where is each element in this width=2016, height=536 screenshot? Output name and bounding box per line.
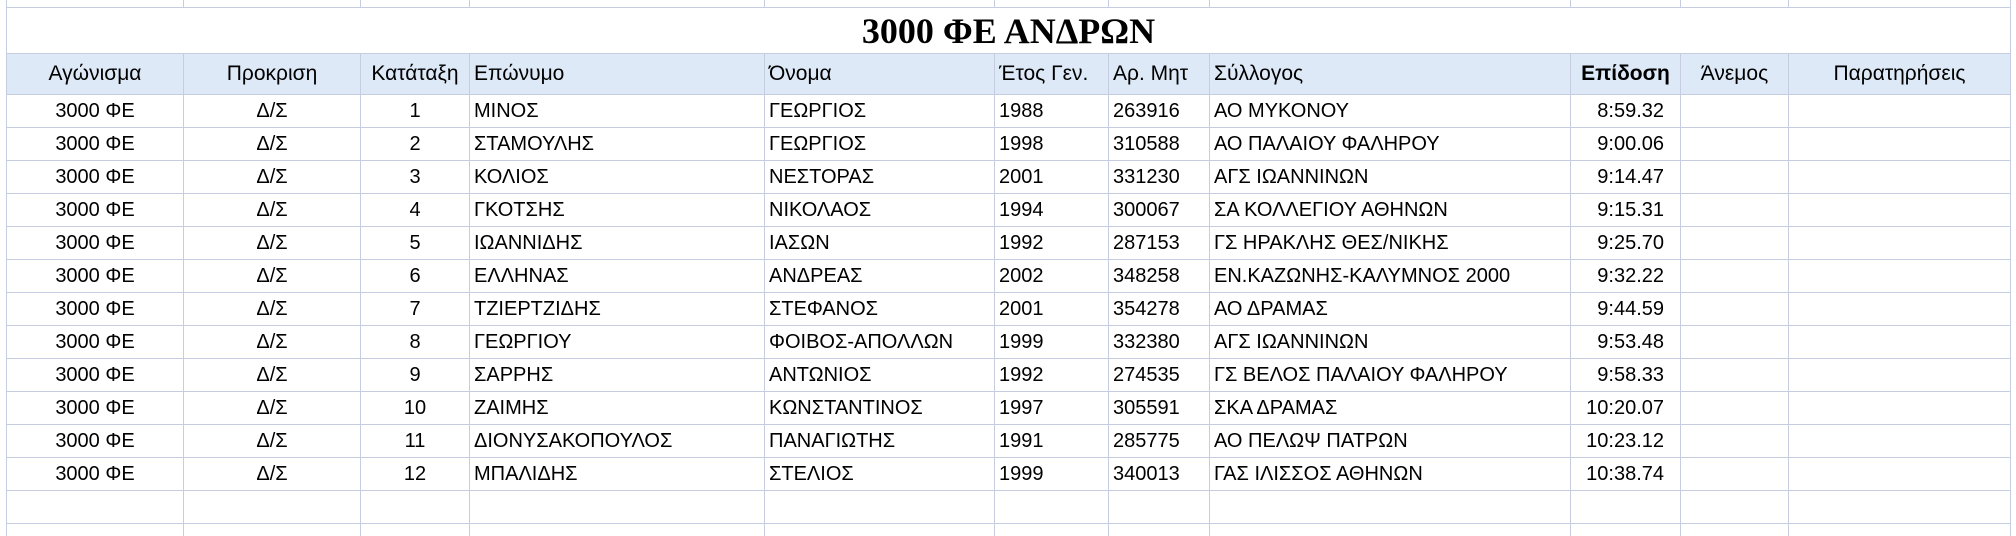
cell-event[interactable]: 3000 ΦΕ: [7, 194, 184, 227]
header-cell-surname[interactable]: Επώνυμο: [470, 54, 765, 95]
cell-surname[interactable]: ΕΛΛΗΝΑΣ: [470, 260, 765, 293]
table-row: [7, 326, 2011, 359]
results-table: [6, 0, 2011, 536]
title-row: [7, 8, 2011, 54]
empty-cell[interactable]: [361, 491, 470, 524]
cell-remarks[interactable]: [1789, 161, 2011, 194]
cell-remarks[interactable]: [1789, 326, 2011, 359]
cell-birth-year[interactable]: 1999: [995, 458, 1109, 491]
cell-club[interactable]: ΑΟ ΠΕΛΩΨ ΠΑΤΡΩΝ: [1210, 425, 1571, 458]
empty-cell[interactable]: [470, 491, 765, 524]
cell-rank[interactable]: 11: [361, 425, 470, 458]
cell-performance[interactable]: 9:58.33: [1571, 359, 1681, 392]
cell-rank[interactable]: 12: [361, 458, 470, 491]
cell-registry-number[interactable]: 348258: [1109, 260, 1210, 293]
cell-wind[interactable]: [1681, 425, 1789, 458]
cell-remarks[interactable]: [1789, 359, 2011, 392]
empty-cell[interactable]: [1789, 524, 2011, 536]
cell-rank[interactable]: 2: [361, 128, 470, 161]
cell-surname[interactable]: ΖΑΙΜΗΣ: [470, 392, 765, 425]
header-cell-birth-year[interactable]: Έτος Γεν.: [995, 54, 1109, 95]
header-cell-registry-number[interactable]: Αρ. Μητ: [1109, 54, 1210, 95]
cell-birth-year[interactable]: 1988: [995, 95, 1109, 128]
cell-first-name[interactable]: ΑΝΤΩΝΙΟΣ: [765, 359, 995, 392]
cell-wind[interactable]: [1681, 359, 1789, 392]
cell-registry-number[interactable]: 354278: [1109, 293, 1210, 326]
cell-qualification[interactable]: Δ/Σ: [184, 425, 361, 458]
cell-event[interactable]: 3000 ΦΕ: [7, 359, 184, 392]
cell-qualification[interactable]: Δ/Σ: [184, 293, 361, 326]
cell-performance[interactable]: 9:15.31: [1571, 194, 1681, 227]
cell-qualification[interactable]: Δ/Σ: [184, 326, 361, 359]
table-row: [7, 227, 2011, 260]
cell-event[interactable]: 3000 ΦΕ: [7, 161, 184, 194]
cell-club[interactable]: ΑΓΣ ΙΩΑΝΝΙΝΩΝ: [1210, 161, 1571, 194]
cell-event[interactable]: 3000 ΦΕ: [7, 425, 184, 458]
cell-club[interactable]: ΣΚΑ ΔΡΑΜΑΣ: [1210, 392, 1571, 425]
cell-event[interactable]: 3000 ΦΕ: [7, 293, 184, 326]
cell-wind[interactable]: [1681, 293, 1789, 326]
cell-performance[interactable]: 9:44.59: [1571, 293, 1681, 326]
cell-performance[interactable]: 9:00.06: [1571, 128, 1681, 161]
cell-wind[interactable]: [1681, 161, 1789, 194]
cell-club[interactable]: ΑΓΣ ΙΩΑΝΝΙΝΩΝ: [1210, 326, 1571, 359]
cell-wind[interactable]: [1681, 260, 1789, 293]
cell-surname[interactable]: ΙΩΑΝΝΙΔΗΣ: [470, 227, 765, 260]
cell-club[interactable]: ΑΟ ΜΥΚΟΝΟΥ: [1210, 95, 1571, 128]
empty-cell[interactable]: [1210, 524, 1571, 536]
top-strip-row: [7, 0, 2011, 8]
header-cell-remarks[interactable]: Παρατηρήσεις: [1789, 54, 2011, 95]
cell-wind[interactable]: [1681, 392, 1789, 425]
header-cell-wind[interactable]: Άνεμος: [1681, 54, 1789, 95]
cell-club[interactable]: ΓΣ ΒΕΛΟΣ ΠΑΛΑΙΟΥ ΦΑΛΗΡΟΥ: [1210, 359, 1571, 392]
cell-registry-number[interactable]: 300067: [1109, 194, 1210, 227]
cell-first-name[interactable]: ΝΙΚΟΛΑΟΣ: [765, 194, 995, 227]
cell-qualification[interactable]: Δ/Σ: [184, 128, 361, 161]
cell-wind[interactable]: [1681, 194, 1789, 227]
cell-event[interactable]: 3000 ΦΕ: [7, 260, 184, 293]
cell-registry-number[interactable]: 285775: [1109, 425, 1210, 458]
empty-cell[interactable]: [995, 491, 1109, 524]
cell-birth-year[interactable]: 1997: [995, 392, 1109, 425]
cell-surname[interactable]: ΣΑΡΡΗΣ: [470, 359, 765, 392]
cell-club[interactable]: ΕΝ.ΚΑΖΩΝΗΣ-ΚΑΛΥΜΝΟΣ 2000: [1210, 260, 1571, 293]
cell-performance[interactable]: 9:14.47: [1571, 161, 1681, 194]
cell-surname[interactable]: ΜΠΑΛΙΔΗΣ: [470, 458, 765, 491]
cell-club[interactable]: ΑΟ ΔΡΑΜΑΣ: [1210, 293, 1571, 326]
cell-event[interactable]: 3000 ΦΕ: [7, 392, 184, 425]
empty-row: [7, 491, 2011, 524]
empty-cell[interactable]: [470, 524, 765, 536]
cell-performance[interactable]: 9:53.48: [1571, 326, 1681, 359]
cell-rank[interactable]: 1: [361, 95, 470, 128]
cell-rank[interactable]: 10: [361, 392, 470, 425]
cell-event[interactable]: 3000 ΦΕ: [7, 95, 184, 128]
cell-qualification[interactable]: Δ/Σ: [184, 194, 361, 227]
cell-wind[interactable]: [1681, 95, 1789, 128]
table-row: [7, 293, 2011, 326]
cell-birth-year[interactable]: 1992: [995, 359, 1109, 392]
cell-remarks[interactable]: [1789, 458, 2011, 491]
empty-cell[interactable]: [1210, 491, 1571, 524]
cell-qualification[interactable]: Δ/Σ: [184, 458, 361, 491]
cell-wind[interactable]: [1681, 227, 1789, 260]
cell-birth-year[interactable]: 2001: [995, 293, 1109, 326]
cell-performance[interactable]: 9:32.22: [1571, 260, 1681, 293]
cell-event[interactable]: 3000 ΦΕ: [7, 326, 184, 359]
cell-birth-year[interactable]: 2001: [995, 161, 1109, 194]
cell-surname[interactable]: ΔΙΟΝΥΣΑΚΟΠΟΥΛΟΣ: [470, 425, 765, 458]
bottom-row: [7, 524, 2011, 536]
cell-registry-number[interactable]: 310588: [1109, 128, 1210, 161]
cell-qualification[interactable]: Δ/Σ: [184, 359, 361, 392]
cell-rank[interactable]: 7: [361, 293, 470, 326]
cell-surname[interactable]: ΓΚΟΤΣΗΣ: [470, 194, 765, 227]
table-row: [7, 194, 2011, 227]
cell-registry-number[interactable]: 305591: [1109, 392, 1210, 425]
cell-first-name[interactable]: ΚΩΝΣΤΑΝΤΙΝΟΣ: [765, 392, 995, 425]
cell-surname[interactable]: ΣΤΑΜΟΥΛΗΣ: [470, 128, 765, 161]
table-row: [7, 392, 2011, 425]
cell-club[interactable]: ΣΑ ΚΟΛΛΕΓΙΟΥ ΑΘΗΝΩΝ: [1210, 194, 1571, 227]
table-row: [7, 95, 2011, 128]
header-row: [7, 54, 2011, 95]
cell-qualification[interactable]: Δ/Σ: [184, 260, 361, 293]
empty-cell[interactable]: [7, 491, 184, 524]
cell-first-name[interactable]: ΑΝΔΡΕΑΣ: [765, 260, 995, 293]
header-cell-event[interactable]: Αγώνισμα: [7, 54, 184, 95]
cell-remarks[interactable]: [1789, 392, 2011, 425]
header-cell-first-name[interactable]: Όνομα: [765, 54, 995, 95]
cell-rank[interactable]: 3: [361, 161, 470, 194]
cell-registry-number[interactable]: 332380: [1109, 326, 1210, 359]
cell-remarks[interactable]: [1789, 227, 2011, 260]
cell-first-name[interactable]: ΦΟΙΒΟΣ-ΑΠΟΛΛΩΝ: [765, 326, 995, 359]
header-cell-rank[interactable]: Κατάταξη: [361, 54, 470, 95]
cell-wind[interactable]: [1681, 326, 1789, 359]
table-row: [7, 128, 2011, 161]
cell-birth-year[interactable]: 1994: [995, 194, 1109, 227]
cell-remarks[interactable]: [1789, 128, 2011, 161]
cell-performance[interactable]: 10:23.12: [1571, 425, 1681, 458]
empty-cell[interactable]: [184, 524, 361, 536]
cell-remarks[interactable]: [1789, 425, 2011, 458]
table-row: [7, 425, 2011, 458]
empty-cell[interactable]: [361, 524, 470, 536]
empty-cell[interactable]: [1571, 491, 1681, 524]
cell-first-name[interactable]: ΝΕΣΤΟΡΑΣ: [765, 161, 995, 194]
empty-cell[interactable]: [995, 524, 1109, 536]
cell-registry-number[interactable]: 287153: [1109, 227, 1210, 260]
empty-cell[interactable]: [1681, 524, 1789, 536]
cell-event[interactable]: 3000 ΦΕ: [7, 128, 184, 161]
empty-cell[interactable]: [765, 524, 995, 536]
empty-cell[interactable]: [184, 491, 361, 524]
sheet-title[interactable]: 3000 ΦΕ ΑΝΔΡΩΝ: [7, 8, 2011, 54]
cell-rank[interactable]: 5: [361, 227, 470, 260]
cell-first-name[interactable]: ΠΑΝΑΓΙΩΤΗΣ: [765, 425, 995, 458]
cell-rank[interactable]: 9: [361, 359, 470, 392]
cell-qualification[interactable]: Δ/Σ: [184, 227, 361, 260]
header-cell-performance[interactable]: Επίδοση: [1571, 54, 1681, 95]
cell-first-name[interactable]: ΓΕΩΡΓΙΟΣ: [765, 95, 995, 128]
cell-club[interactable]: ΓΣ ΗΡΑΚΛΗΣ ΘΕΣ/ΝΙΚΗΣ: [1210, 227, 1571, 260]
cell-surname[interactable]: ΤΖΙΕΡΤΖΙΔΗΣ: [470, 293, 765, 326]
cell-first-name[interactable]: ΣΤΕΛΙΟΣ: [765, 458, 995, 491]
table-row: [7, 260, 2011, 293]
cell-birth-year[interactable]: 1991: [995, 425, 1109, 458]
cell-surname[interactable]: ΓΕΩΡΓΙΟΥ: [470, 326, 765, 359]
cell-rank[interactable]: 4: [361, 194, 470, 227]
empty-cell[interactable]: [1571, 524, 1681, 536]
cell-surname[interactable]: ΜΙΝΟΣ: [470, 95, 765, 128]
empty-cell[interactable]: [1681, 491, 1789, 524]
cell-wind[interactable]: [1681, 128, 1789, 161]
table-row: [7, 359, 2011, 392]
header-cell-qualification[interactable]: Προκριση: [184, 54, 361, 95]
cell-performance[interactable]: 8:59.32: [1571, 95, 1681, 128]
cell-club[interactable]: ΑΟ ΠΑΛΑΙΟΥ ΦΑΛΗΡΟΥ: [1210, 128, 1571, 161]
cell-rank[interactable]: 8: [361, 326, 470, 359]
empty-cell[interactable]: [7, 524, 184, 536]
empty-cell[interactable]: [1109, 524, 1210, 536]
cell-rank[interactable]: 6: [361, 260, 470, 293]
cell-birth-year[interactable]: 1999: [995, 326, 1109, 359]
cell-event[interactable]: 3000 ΦΕ: [7, 227, 184, 260]
cell-registry-number[interactable]: 274535: [1109, 359, 1210, 392]
cell-remarks[interactable]: [1789, 95, 2011, 128]
cell-remarks[interactable]: [1789, 293, 2011, 326]
cell-club[interactable]: ΓΑΣ ΙΛΙΣΣΟΣ ΑΘΗΝΩΝ: [1210, 458, 1571, 491]
header-cell-club[interactable]: Σύλλογος: [1210, 54, 1571, 95]
table-row: [7, 161, 2011, 194]
cell-remarks[interactable]: [1789, 194, 2011, 227]
cell-birth-year[interactable]: 2002: [995, 260, 1109, 293]
cell-first-name[interactable]: ΙΑΣΩΝ: [765, 227, 995, 260]
cell-birth-year[interactable]: 1998: [995, 128, 1109, 161]
empty-cell[interactable]: [1789, 491, 2011, 524]
cell-first-name[interactable]: ΣΤΕΦΑΝΟΣ: [765, 293, 995, 326]
cell-qualification[interactable]: Δ/Σ: [184, 95, 361, 128]
cell-birth-year[interactable]: 1992: [995, 227, 1109, 260]
empty-cell[interactable]: [765, 491, 995, 524]
empty-cell[interactable]: [1109, 491, 1210, 524]
cell-performance[interactable]: 10:20.07: [1571, 392, 1681, 425]
cell-first-name[interactable]: ΓΕΩΡΓΙΟΣ: [765, 128, 995, 161]
cell-registry-number[interactable]: 331230: [1109, 161, 1210, 194]
cell-registry-number[interactable]: 263916: [1109, 95, 1210, 128]
cell-wind[interactable]: [1681, 458, 1789, 491]
cell-event[interactable]: 3000 ΦΕ: [7, 458, 184, 491]
cell-surname[interactable]: ΚΟΛΙΟΣ: [470, 161, 765, 194]
cell-qualification[interactable]: Δ/Σ: [184, 392, 361, 425]
cell-qualification[interactable]: Δ/Σ: [184, 161, 361, 194]
cell-performance[interactable]: 9:25.70: [1571, 227, 1681, 260]
table-row: [7, 458, 2011, 491]
cell-remarks[interactable]: [1789, 260, 2011, 293]
cell-performance[interactable]: 10:38.74: [1571, 458, 1681, 491]
cell-registry-number[interactable]: 340013: [1109, 458, 1210, 491]
